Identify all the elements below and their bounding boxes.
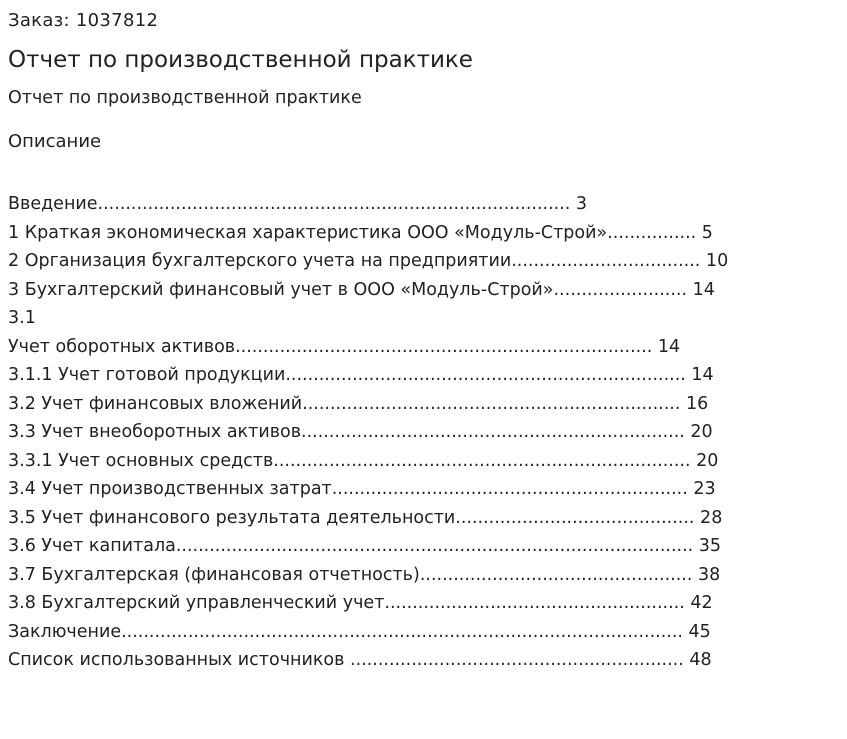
order-number: Заказ: 1037812	[8, 10, 159, 31]
toc-entry: 3.1	[8, 308, 36, 328]
toc-entry: 3.8 Бухгалтерский управленческий учет...................................................... 42	[8, 593, 713, 613]
toc-entry: Список использованных источников ............................................................ 48	[8, 650, 712, 670]
document-title: Отчет по производственной практике	[8, 47, 473, 73]
toc-entry: 3.7 Бухгалтерская (финансовая отчетность)................................................. 38	[8, 564, 721, 585]
toc-entry: 3 Бухгалтерский финансовый учет в ООО «Модуль-Строй»........................ 14	[8, 279, 715, 300]
toc-entry: 3.5 Учет финансового результата деятельности........................................... 28	[8, 507, 723, 528]
toc-entry: 3.3 Учет внеоборотных активов..................................................................... 20	[8, 422, 713, 442]
toc-entry: 1 Краткая экономическая характеристика ООО «Модуль-Строй»................ 5	[8, 222, 713, 243]
toc-entry: Заключение..................................................................................................... 45	[8, 621, 711, 642]
description-heading: Описание	[8, 131, 102, 152]
table-of-contents	[8, 192, 728, 677]
toc-entry: 3.1.1 Учет готовой продукции........................................................................ 14	[8, 365, 714, 385]
toc-entry: 3.3.1 Учет основных средств........................................................................... 20	[8, 450, 719, 471]
document-subtitle: Отчет по производственной практике	[8, 88, 362, 108]
toc-entry: 2 Организация бухгалтерского учета на предприятии.................................. 10	[8, 251, 729, 271]
toc-entry: 3.6 Учет капитала............................................................................................. 35	[8, 536, 722, 556]
toc-entry: Введение..................................................................................... 3	[8, 194, 588, 214]
toc-entry: Учет оборотных активов........................................................................... 14	[8, 336, 681, 357]
toc-entry: 3.2 Учет финансовых вложений.................................................................... 16	[8, 393, 709, 414]
toc-entry: 3.4 Учет производственных затрат................................................................ 23	[8, 479, 716, 499]
